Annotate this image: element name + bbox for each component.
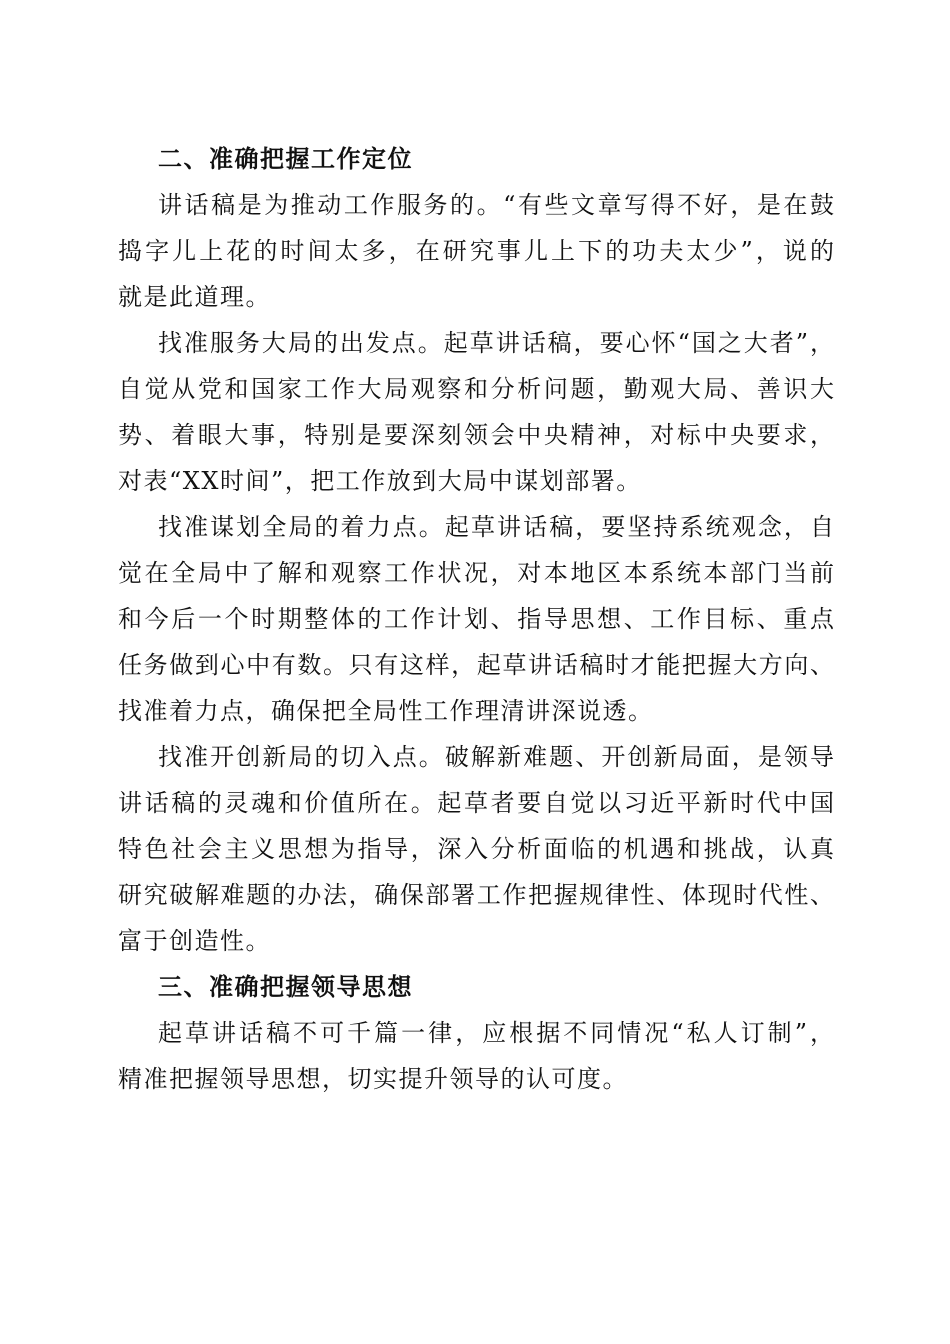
paragraph-line: 找准开创新局的切入点。破解新难题、开创新局面，是领导 xyxy=(158,743,834,771)
paragraph-3 xyxy=(118,504,834,734)
document-body xyxy=(118,136,834,1102)
paragraph-line: 找准服务大局的出发点。起草讲话稿，要心怀“国之大者”， xyxy=(158,329,834,357)
paragraph-5 xyxy=(118,1010,834,1102)
paragraph-line: 就是此道理。 xyxy=(118,283,271,311)
paragraph-line: 捣字儿上花的时间太多，在研究事儿上下的功夫太少”，说的 xyxy=(118,237,834,265)
section-heading-2: 二、准确把握工作定位 xyxy=(158,145,413,173)
paragraph-line: 找准着力点，确保把全局性工作理清讲深说透。 xyxy=(118,697,654,725)
paragraph-line: 和今后一个时期整体的工作计划、指导思想、工作目标、重点 xyxy=(118,605,834,633)
paragraph-line: 讲话稿是为推动工作服务的。“有些文章写得不好，是在鼓 xyxy=(158,191,834,219)
paragraph-line: 起草讲话稿不可千篇一律，应根据不同情况“私人订制”， xyxy=(158,1019,834,1047)
paragraph-line: 讲话稿的灵魂和价值所在。起草者要自觉以习近平新时代中国 xyxy=(118,789,834,817)
paragraph-line: 对表“XX时间”，把工作放到大局中谋划部署。 xyxy=(118,467,642,495)
paragraph-line: 任务做到心中有数。只有这样，起草讲话稿时才能把握大方向、 xyxy=(118,651,834,679)
paragraph-line: 精准把握领导思想，切实提升领导的认可度。 xyxy=(118,1065,628,1093)
paragraph-line: 富于创造性。 xyxy=(118,927,271,955)
section-heading-3: 三、准确把握领导思想 xyxy=(158,973,413,1001)
paragraph-line: 觉在全局中了解和观察工作状况，对本地区本系统本部门当前 xyxy=(118,559,834,587)
paragraph-2 xyxy=(118,320,834,504)
paragraph-1 xyxy=(118,182,834,320)
paragraph-line: 找准谋划全局的着力点。起草讲话稿，要坚持系统观念，自 xyxy=(158,513,834,541)
paragraph-line: 自觉从党和国家工作大局观察和分析问题，勤观大局、善识大 xyxy=(118,375,834,403)
paragraph-line: 势、着眼大事，特别是要深刻领会中央精神，对标中央要求， xyxy=(118,421,834,449)
paragraph-line: 特色社会主义思想为指导，深入分析面临的机遇和挑战，认真 xyxy=(118,835,834,863)
paragraph-line: 研究破解难题的办法，确保部署工作把握规律性、体现时代性、 xyxy=(118,881,834,909)
paragraph-4 xyxy=(118,734,834,964)
